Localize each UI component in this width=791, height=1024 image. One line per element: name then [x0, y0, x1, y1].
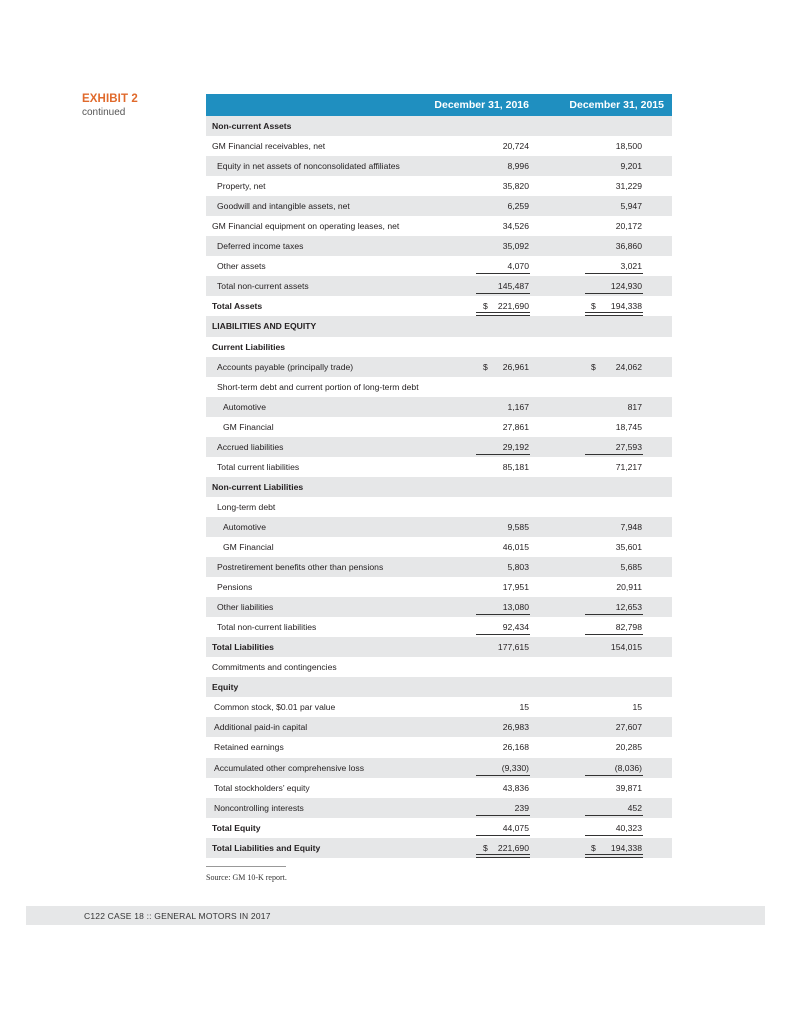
table-row: [206, 737, 672, 757]
table-row: [206, 337, 672, 357]
row-label: Long-term debt: [217, 501, 276, 512]
table-row: [206, 798, 672, 818]
table-row: [206, 557, 672, 577]
value-2016: 34,526: [502, 221, 529, 232]
double-underline: [476, 854, 530, 858]
table-row: [206, 417, 672, 437]
table-row: [206, 697, 672, 717]
value-2016: 8,996: [507, 161, 529, 172]
row-label: Total Liabilities and Equity: [212, 842, 321, 853]
row-label: Equity: [212, 682, 239, 693]
row-label: GM Financial equipment on operating leases, net: [212, 221, 400, 232]
table-row: [206, 437, 672, 457]
value-2015: 817: [627, 401, 642, 412]
underline: [585, 815, 643, 816]
row-label: Goodwill and intangible assets, net: [217, 201, 350, 212]
exhibit-label: [82, 93, 138, 118]
value-2015: 9,201: [620, 161, 642, 172]
value-2016: 92,434: [502, 622, 529, 633]
value-2016: 17,951: [502, 582, 529, 593]
row-label: Total stockholders’ equity: [214, 782, 310, 793]
value-2016: 15: [519, 702, 529, 713]
underline: [476, 815, 530, 816]
table-row: [206, 717, 672, 737]
underline: [585, 614, 643, 615]
underline: [585, 454, 643, 455]
exhibit-title: EXHIBIT 2: [82, 93, 138, 105]
row-label: Accrued liabilities: [217, 441, 284, 452]
value-2016: 9,585: [507, 521, 529, 532]
row-label: Pensions: [217, 582, 253, 593]
row-label: Non-current Liabilities: [212, 481, 304, 492]
underline: [476, 775, 530, 776]
value-2016: 4,070: [507, 261, 529, 272]
source-divider: [206, 866, 286, 867]
value-2015: 18,745: [615, 421, 642, 432]
value-2015: 40,323: [615, 822, 642, 833]
table-row: [206, 597, 672, 617]
table-row: [206, 397, 672, 417]
dollar-sign: $: [591, 301, 596, 312]
dollar-sign: $: [591, 361, 596, 372]
table-row: [206, 156, 672, 176]
table-row: [206, 256, 672, 276]
page-footer: [26, 906, 765, 925]
value-2016: (9,330): [501, 762, 529, 773]
underline: [585, 293, 643, 294]
underline: [476, 835, 530, 836]
row-label: Common stock, $0.01 par value: [214, 702, 336, 713]
row-label: Total Assets: [212, 301, 263, 312]
value-2015: 194,338: [610, 301, 642, 312]
table-row: [206, 316, 672, 336]
value-2016: 43,836: [502, 782, 529, 793]
table-row: [206, 236, 672, 256]
value-2015: 20,911: [616, 582, 642, 593]
table-row: [206, 778, 672, 798]
row-label: Total Equity: [212, 822, 261, 833]
value-2015: 31,229: [615, 181, 642, 192]
dollar-sign: $: [483, 842, 488, 853]
value-2015: 20,172: [615, 221, 642, 232]
value-2016: 26,961: [502, 361, 529, 372]
row-label: Additional paid-in capital: [214, 722, 308, 733]
table-row: [206, 377, 672, 397]
table-row: [206, 296, 672, 316]
value-2015: 12,653: [615, 602, 642, 613]
row-label: Short-term debt and current portion of long-term debt: [217, 381, 419, 392]
table-body: [206, 116, 672, 858]
value-2016: 35,820: [502, 181, 529, 192]
value-2016: 46,015: [502, 541, 529, 552]
table-row: [206, 818, 672, 838]
row-label: Automotive: [223, 521, 266, 532]
table-row: [206, 276, 672, 296]
value-2016: 5,803: [507, 562, 529, 573]
row-label: Total non-current assets: [217, 281, 309, 292]
value-2015: 71,217: [615, 461, 642, 472]
value-2015: 24,062: [615, 361, 642, 372]
value-2015: 124,930: [610, 281, 642, 292]
value-2016: 26,983: [502, 722, 529, 733]
source-note: Source: GM 10-K report.: [206, 873, 287, 882]
row-label: Noncontrolling interests: [214, 802, 304, 813]
table-row: [206, 357, 672, 377]
value-2015: 5,947: [620, 201, 642, 212]
table-row: [206, 637, 672, 657]
row-label: Current Liabilities: [212, 341, 286, 352]
underline: [585, 835, 643, 836]
value-2015: 5,685: [620, 562, 642, 573]
value-2015: 7,948: [620, 521, 642, 532]
value-2016: 221,690: [497, 842, 529, 853]
underline: [476, 293, 530, 294]
value-2015: 82,798: [615, 622, 642, 633]
underline: [585, 634, 643, 635]
row-label: Accumulated other comprehensive loss: [214, 762, 364, 773]
row-label: Total Liabilities: [212, 642, 274, 653]
value-2016: 85,181: [502, 461, 529, 472]
value-2015: 194,338: [610, 842, 642, 853]
dollar-sign: $: [483, 301, 488, 312]
value-2016: 221,690: [497, 301, 529, 312]
table-row: [206, 457, 672, 477]
value-2016: 29,192: [502, 441, 529, 452]
value-2015: 39,871: [615, 782, 642, 793]
row-label: Property, net: [217, 181, 266, 192]
row-label: Other liabilities: [217, 602, 274, 613]
value-2016: 239: [514, 802, 529, 813]
column-header-2015: December 31, 2015: [569, 99, 664, 111]
underline: [476, 454, 530, 455]
table-row: [206, 136, 672, 156]
row-label: Equity in net assets of nonconsolidated affiliates: [217, 161, 400, 172]
exhibit-subtitle: continued: [82, 107, 126, 118]
value-2015: 18,500: [615, 141, 642, 152]
table-row: [206, 196, 672, 216]
underline: [476, 614, 530, 615]
value-2015: 154,015: [610, 642, 642, 653]
value-2016: 27,861: [502, 421, 529, 432]
row-label: Non-current Assets: [212, 121, 292, 131]
value-2015: 20,285: [615, 742, 642, 753]
dollar-sign: $: [591, 842, 596, 853]
row-label: Total non-current liabilities: [217, 622, 317, 633]
value-2016: 20,724: [502, 141, 529, 152]
table-row: [206, 116, 672, 136]
row-label: Retained earnings: [214, 742, 284, 753]
underline: [476, 273, 530, 274]
row-label: Accounts payable (principally trade): [217, 361, 354, 372]
value-2015: 15: [632, 702, 642, 713]
value-2015: 27,607: [615, 722, 642, 733]
value-2015: (8,036): [614, 762, 642, 773]
balance-sheet-table: [206, 94, 672, 858]
value-2015: 3,021: [620, 261, 642, 272]
row-label: LIABILITIES AND EQUITY: [212, 321, 317, 332]
table-row: [206, 176, 672, 196]
table-row: [206, 838, 672, 858]
row-label: GM Financial receivables, net: [212, 141, 326, 152]
row-label: Total current liabilities: [217, 461, 300, 472]
table-row: [206, 517, 672, 537]
value-2015: 27,593: [615, 441, 642, 452]
value-2016: 177,615: [497, 642, 529, 653]
underline: [585, 775, 643, 776]
value-2016: 26,168: [502, 742, 529, 753]
value-2016: 44,075: [502, 822, 529, 833]
value-2015: 36,860: [615, 241, 642, 252]
table-row: [206, 497, 672, 517]
table-row: [206, 758, 672, 778]
value-2016: 145,487: [497, 281, 529, 292]
value-2016: 1,167: [507, 401, 529, 412]
dollar-sign: $: [483, 361, 488, 372]
table-row: [206, 617, 672, 637]
value-2015: 35,601: [615, 541, 642, 552]
double-underline: [585, 854, 643, 858]
column-header-2016: December 31, 2016: [434, 99, 529, 111]
table-row: [206, 657, 672, 677]
row-label: GM Financial: [223, 541, 274, 552]
value-2015: 452: [627, 802, 642, 813]
table-row: [206, 537, 672, 557]
underline: [476, 634, 530, 635]
table-header: [206, 94, 672, 116]
row-label: Automotive: [223, 401, 266, 412]
value-2016: 13,080: [502, 602, 529, 613]
footer-text: C122 CASE 18 :: GENERAL MOTORS IN 2017: [84, 911, 271, 921]
row-label: Deferred income taxes: [217, 241, 304, 252]
row-label: Commitments and contingencies: [212, 662, 337, 673]
value-2016: 6,259: [507, 201, 529, 212]
row-label: Other assets: [217, 261, 266, 272]
table-row: [206, 677, 672, 697]
value-2016: 35,092: [502, 241, 529, 252]
underline: [585, 273, 643, 274]
table-row: [206, 216, 672, 236]
row-label: Postretirement benefits other than pensions: [217, 562, 384, 573]
row-label: GM Financial: [223, 421, 274, 432]
table-row: [206, 477, 672, 497]
table-row: [206, 577, 672, 597]
